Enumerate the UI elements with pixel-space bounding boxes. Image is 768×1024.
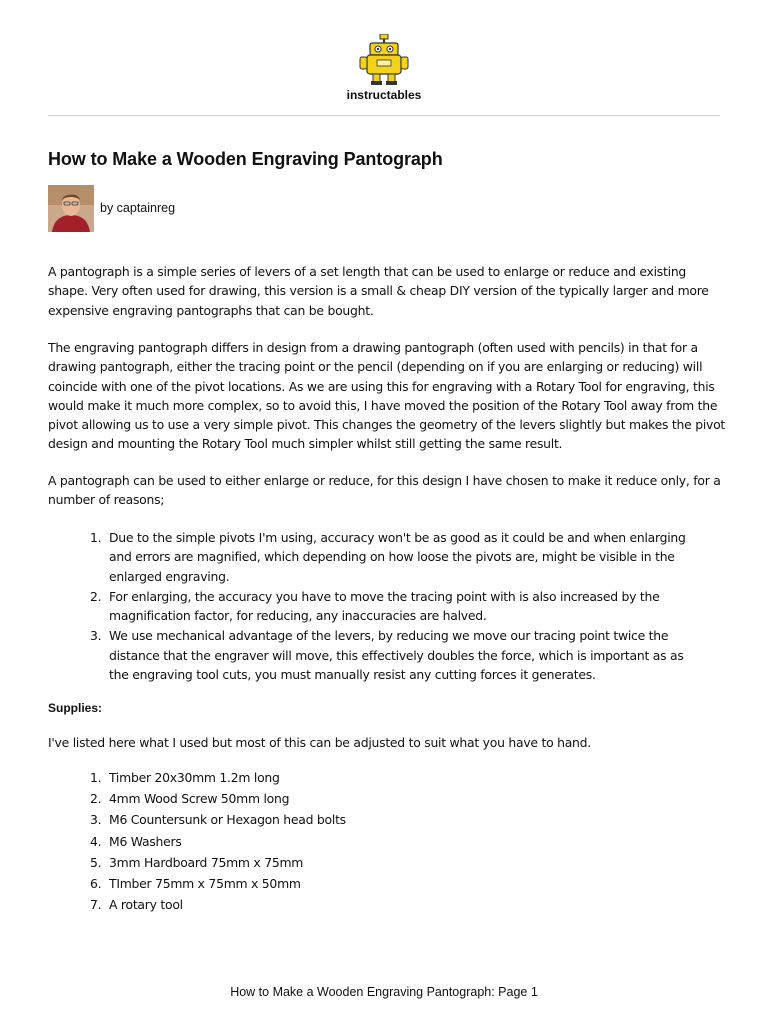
author-byline[interactable]: by captainreg [100,201,176,215]
list-number: 7. [90,897,102,913]
page-footer: How to Make a Wooden Engraving Pantograph: Page 1 [230,985,538,999]
list-item-text: A rotary tool [109,897,183,913]
list-item-text: M6 Countersunk or Hexagon head bolts [109,812,346,828]
list-number: 2. [90,588,102,604]
supplies-list [48,768,728,916]
list-number: 4. [90,833,102,849]
list-number: 6. [90,876,102,892]
list-item [48,853,669,873]
list-item-text: We use mechanical advantage of the levers, by reducing we move our tracing point twice the distance that the engraver will move, this effectively doubles the force, which is important as as the engraving tool cuts, you must manually resist any cutting forces it generates. [109,628,684,683]
intro-paragraph: A pantograph is a simple series of levers of a set length that can be used to enlarge or reduce and existing shape. Very often used for drawing, this version is a small & cheap DIY version of the typically larger and more expensive engraving pantographs that can be bought. [48,264,709,318]
page-header [0,0,768,116]
reasons-paragraph: A pantograph can be used to either enlarge or reduce, for this design I have chosen to make it reduce only, for a number of reasons; [48,473,721,508]
list-number: 1. [90,770,102,785]
list-item [48,832,669,852]
list-number: 5. [90,854,102,870]
list-item-text: 3mm Hardboard 75mm x 75mm [109,854,304,870]
list-item-text: TImber 75mm x 75mm x 50mm [109,876,301,892]
list-item [48,789,669,809]
list-item [48,626,699,684]
supplies-heading: Supplies: [48,701,103,715]
supplies-intro: I've listed here what I used but most of this can be adjusted to suit what you have to hand. [48,735,591,750]
list-item [48,528,699,586]
page-title: How to Make a Wooden Engraving Pantograph [48,149,443,169]
design-paragraph: The engraving pantograph differs in design from a drawing pantograph (often used with pencils) in that for a drawing pantograph, either the tracing point or the pencil (depending on if you are enlarging or reducing) will coincide with one of the pivot locations. As we are using this for engraving with a Rotary Tool for engraving, this would make it much more complex, so to avoid this, I have moved the position of the Rotary Tool away from the pivot allowing us to use a very simple pivot. This changes the geometry of the levers slightly but makes the pivot design and mounting the Rotary Tool much simpler whilst still getting the same result. [48,340,726,452]
list-number: 3. [90,812,102,828]
list-item-text: 4mm Wood Screw 50mm long [109,791,290,807]
list-item-text: M6 Washers [109,833,182,849]
list-item-text: Timber 20x30mm 1.2m long [109,770,280,785]
list-item [48,874,669,894]
list-number: 1. [90,530,102,545]
reasons-list [48,528,728,685]
list-item [48,810,669,830]
list-number: 3. [90,628,102,644]
list-item [48,587,699,626]
avatar [48,185,94,232]
list-item [48,768,669,788]
list-item [48,895,669,915]
instructables-robot-icon [354,34,414,86]
brand-name: instructables [346,88,422,102]
header-divider [48,115,720,116]
list-item-text: Due to the simple pivots I'm using, accuracy won't be as good as it could be and when enlarging and errors are magnified, which depending on how loose the pivots are, might be visible in the enlarged engraving. [109,530,686,584]
list-number: 2. [90,791,102,807]
list-item-text: For enlarging, the accuracy you have to move the tracing point with is also increased by the magnification factor, for reducing, any inaccuracies are halved. [109,588,660,624]
